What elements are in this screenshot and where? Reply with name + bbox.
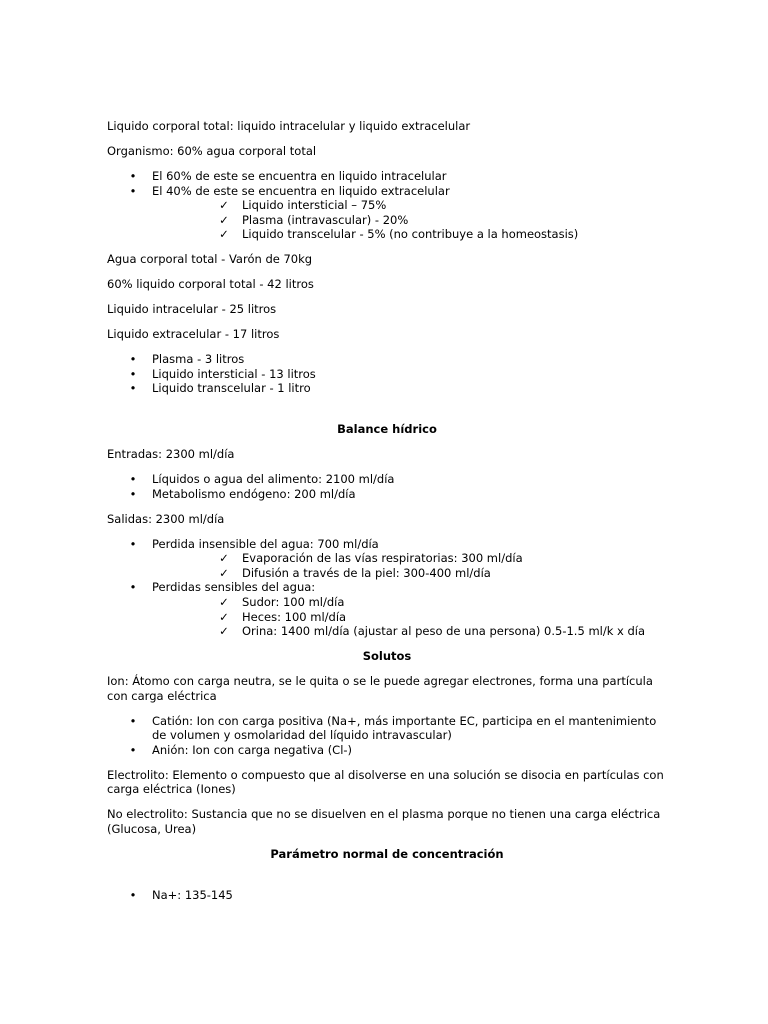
check-list-sensible: [152, 595, 667, 639]
paragraph-agua-corporal: Agua corporal total - Varón de 70kg: [107, 252, 313, 267]
bullet-icon: •: [129, 580, 137, 595]
check-list-item: ✓ Difusión a través de la piel: 300-400 ml/día: [219, 565, 491, 580]
check-list-item: ✓ Heces: 100 ml/día: [219, 609, 347, 624]
checkmark-icon: ✓: [219, 565, 229, 580]
list-item: • Líquidos o agua del alimento: 2100 ml/día: [107, 472, 667, 487]
bullet-list-entradas: [107, 472, 667, 501]
bullet-icon: •: [129, 472, 137, 487]
list-item: • Liquido intersticial - 13 litros: [107, 367, 667, 382]
list-item: • Na+: 135-145: [107, 888, 667, 903]
paragraph-salidas: Salidas: 2300 ml/día: [107, 511, 225, 526]
bullet-icon: •: [129, 887, 137, 902]
bullet-list-distribution: [107, 169, 667, 242]
check-list-extracelular: [152, 198, 667, 242]
bullet-icon: •: [129, 536, 137, 551]
paragraph-ion: Ion: Átomo con carga neutra, se le quita o se le puede agregar electrones, forma una partícula con carga eléctrica: [107, 674, 653, 703]
check-list-insensible: [152, 551, 667, 580]
list-item: • El 60% de este se encuentra en liquido intracelular: [107, 169, 667, 184]
paragraph-60-percent: 60% liquido corporal total - 42 litros: [107, 277, 314, 292]
list-item: • Liquido transcelular - 1 litro: [107, 381, 667, 396]
paragraph-extracelular: Liquido extracelular - 17 litros: [107, 327, 280, 342]
heading-balance-hidrico: Balance hídrico: [337, 422, 437, 437]
checkmark-icon: ✓: [219, 609, 229, 624]
checkmark-icon: ✓: [219, 594, 229, 609]
list-item: • Plasma - 3 litros: [107, 352, 667, 367]
bullet-list-volumes: [107, 352, 667, 396]
paragraph-intracelular: Liquido intracelular - 25 litros: [107, 302, 277, 317]
checkmark-icon: ✓: [219, 624, 229, 639]
checkmark-icon: ✓: [219, 551, 229, 566]
list-item: • Perdida insensible del agua: 700 ml/día ✓ Evaporación de las vías respiratorias: 300 ml/día ✓ Difusión a través de la piel: 300-400 ml/día: [107, 537, 667, 581]
heading-solutos: Solutos: [362, 649, 412, 664]
list-item: • Catión: Ion con carga positiva (Na+, más importante EC, participa en el mantenimiento de volumen y osmolaridad del líquido intravascular): [107, 714, 667, 743]
bullet-icon: •: [129, 381, 137, 396]
checkmark-icon: ✓: [219, 227, 229, 242]
list-item: • Perdidas sensibles del agua: ✓ Sudor: 100 ml/día ✓ Heces: 100 ml/día ✓ Orina: 1400 ml/día (ajustar al peso de una persona) 0.5-1.5 ml/k x día: [107, 580, 667, 638]
list-item: • Metabolismo endógeno: 200 ml/día: [107, 487, 667, 502]
bullet-list-iones: [107, 714, 667, 758]
document-page: [107, 119, 667, 913]
bullet-icon: •: [129, 713, 137, 728]
paragraph-liquido-corporal: Liquido corporal total: liquido intracelular y liquido extracelular: [107, 119, 471, 133]
paragraph-no-electrolito: No electrolito: Sustancia que no se disuelven en el plasma porque no tienen una carga eléctrica (Glucosa, Urea): [107, 807, 661, 837]
check-list-item: ✓ Orina: 1400 ml/día (ajustar al peso de una persona) 0.5-1.5 ml/k x día: [219, 624, 646, 639]
bullet-icon: •: [129, 168, 137, 183]
bullet-list-concentracion: [107, 888, 667, 903]
bullet-icon: •: [129, 742, 137, 757]
paragraph-electrolito: Electrolito: Elemento o compuesto que al disolverse en una solución se disocia en partículas con carga eléctrica (Iones): [107, 767, 664, 797]
list-item: • Anión: Ion con carga negativa (Cl-): [107, 743, 667, 758]
paragraph-entradas: Entradas: 2300 ml/día: [107, 447, 235, 462]
check-list-item: ✓ Liquido transcelular - 5% (no contribuye a la homeostasis): [219, 227, 579, 242]
check-list-item: ✓ Evaporación de las vías respiratorias: 300 ml/día: [219, 551, 523, 566]
bullet-icon: •: [129, 366, 137, 381]
checkmark-icon: ✓: [219, 212, 229, 227]
check-list-item: ✓ Liquido intersticial – 75%: [219, 198, 387, 213]
list-item: • El 40% de este se encuentra en liquido extracelular ✓ Liquido intersticial – 75% ✓ Plasma (intravascular) - 20% ✓ Liquido transcelular - 5% (no contribuye a la homeostasis): [107, 184, 667, 242]
checkmark-icon: ✓: [219, 198, 229, 213]
bullet-icon: •: [129, 486, 137, 501]
check-list-item: ✓ Sudor: 100 ml/día: [219, 594, 345, 609]
bullet-list-salidas: [107, 537, 667, 639]
bullet-icon: •: [129, 183, 137, 198]
bullet-icon: •: [129, 352, 137, 367]
heading-parametro-normal: Parámetro normal de concentración: [270, 847, 504, 862]
check-list-item: ✓ Plasma (intravascular) - 20%: [219, 212, 409, 227]
paragraph-organismo: Organismo: 60% agua corporal total: [107, 143, 317, 158]
